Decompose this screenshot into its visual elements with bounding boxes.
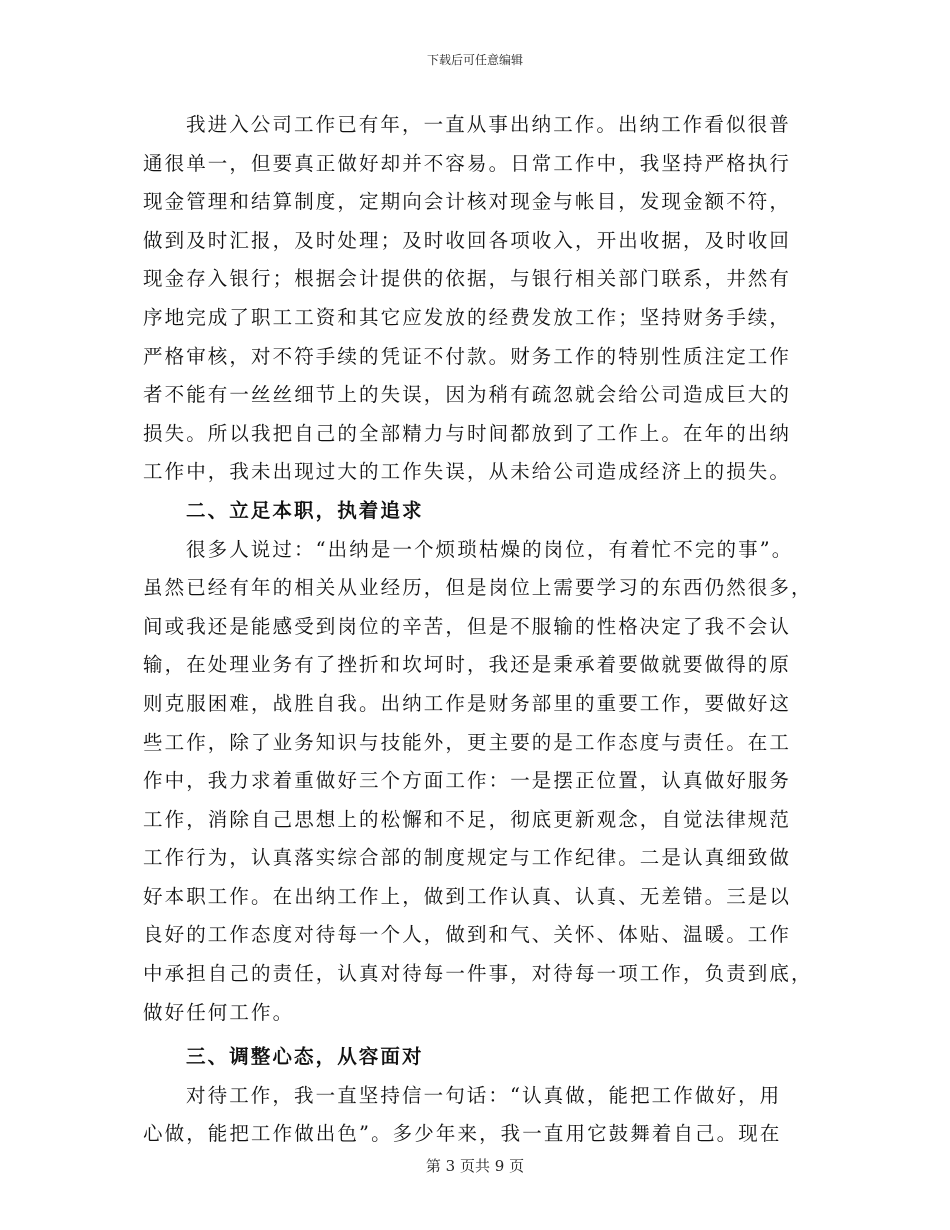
paragraph-line: 很多人说过：“出纳是一个烦琐枯燥的岗位，有着忙不完的事”。: [186, 537, 794, 561]
paragraph-line: 虽然已经有年的相关从业经历，但是岗位上需要学习的东西仍然很多，: [143, 576, 813, 600]
paragraph-line: 对待工作，我一直坚持信一句话：“认真做，能把工作做好，用: [186, 1083, 782, 1107]
paragraph-line: 现金管理和结算制度，定期向会计核对现金与帐目，发现金额不符，: [143, 190, 792, 214]
paragraph-line: 工作，消除自己思想上的松懈和不足，彻底更新观念，自觉法律规范: [143, 807, 792, 831]
paragraph-line: 通很单一，但要真正做好却并不容易。日常工作中，我坚持严格执行: [143, 151, 792, 175]
section-heading: 二、立足本职，执着追求: [186, 498, 424, 522]
paragraph-line: 中承担自己的责任，认真对待每一件事，对待每一项工作，负责到底，: [143, 962, 813, 986]
paragraph-line: 则克服困难，战胜自我。出纳工作是财务部里的重要工作，要做好这: [143, 691, 792, 715]
paragraph-line: 损失。所以我把自己的全部精力与时间都放到了工作上。在年的出纳: [143, 421, 792, 445]
paragraph-line: 心做，能把工作做出色”。多少年来，我一直用它鼓舞着自己。现在: [143, 1122, 782, 1146]
section-heading: 三、调整心态，从容面对: [186, 1045, 424, 1069]
paragraph-line: 序地完成了职工工资和其它应发放的经费发放工作；坚持财务手续，: [143, 305, 792, 329]
paragraph-line: 做到及时汇报，及时处理；及时收回各项收入，开出收据，及时收回: [143, 228, 792, 252]
paragraph-line: 我进入公司工作已有年，一直从事出纳工作。出纳工作看似很普: [186, 113, 791, 136]
paragraph-line: 好本职工作。在出纳工作上，做到工作认真、认真、无差错。三是以: [143, 884, 792, 908]
document-body: [143, 106, 813, 1154]
paragraph-line: 工作中，我未出现过大的工作失误，从未给公司造成经济上的损失。: [143, 460, 792, 484]
paragraph-line: 作中，我力求着重做好三个方面工作：一是摆正位置，认真做好服务: [143, 769, 792, 793]
paragraph-line: 输，在处理业务有了挫折和坎坷时，我还是秉承着要做就要做得的原: [143, 653, 792, 677]
paragraph-line: 工作行为，认真落实综合部的制度规定与工作纪律。二是认真细致做: [143, 846, 792, 870]
paragraph-line: 严格审核，对不符手续的凭证不付款。财务工作的特别性质注定工作: [143, 344, 792, 368]
paragraph-line: 者不能有一丝丝细节上的失误，因为稍有疏忽就会给公司造成巨大的: [143, 383, 792, 407]
paragraph-line: 间或我还是能感受到岗位的辛苦，但是不服输的性格决定了我不会认: [143, 614, 792, 638]
paragraph-line: 些工作，除了业务知识与技能外，更主要的是工作态度与责任。在工: [143, 730, 792, 754]
paragraph-line: 现金存入银行；根据会计提供的依据，与银行相关部门联系，井然有: [143, 267, 792, 291]
paragraph-line: 良好的工作态度对待每一个人，做到和气、关怀、体贴、温暖。工作: [143, 923, 792, 947]
page-number: 第 3 页共 9 页: [425, 1157, 525, 1175]
paragraph-line: 做好任何工作。: [143, 1000, 295, 1024]
page-header: 下载后可任意编辑: [426, 53, 523, 67]
